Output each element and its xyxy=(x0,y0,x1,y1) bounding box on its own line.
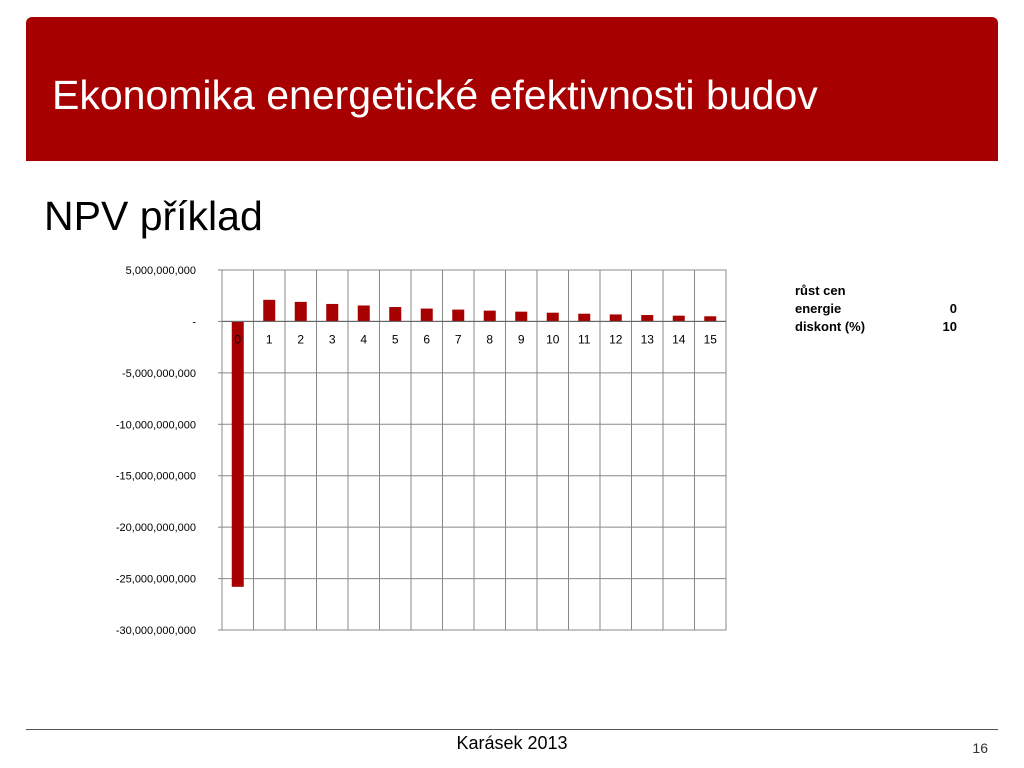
x-tick-label: 0 xyxy=(234,332,242,347)
footer-divider xyxy=(26,729,998,730)
x-tick-label: 15 xyxy=(703,332,717,347)
y-tick-label: -5,000,000,000 xyxy=(121,367,196,380)
parameters-table xyxy=(795,282,957,336)
y-tick-label: -10,000,000,000 xyxy=(115,419,196,432)
y-tick-label: -20,000,000,000 xyxy=(115,522,196,535)
param-label-discount: diskont (%) xyxy=(795,319,866,334)
page-number: 16 xyxy=(972,740,988,756)
bar xyxy=(295,302,307,322)
bar xyxy=(484,311,496,322)
x-tick-label: 5 xyxy=(391,332,399,347)
bar xyxy=(326,304,338,321)
x-tick-label: 12 xyxy=(609,332,623,347)
bar xyxy=(547,313,559,322)
bar xyxy=(673,316,685,322)
bar xyxy=(263,300,275,322)
bar xyxy=(610,314,622,321)
x-tick-label: 13 xyxy=(640,332,654,347)
bar xyxy=(704,316,716,321)
bar xyxy=(358,305,370,321)
slide-subtitle: NPV příklad xyxy=(44,193,263,239)
x-tick-label: 2 xyxy=(297,332,305,347)
param-value-energy: 0 xyxy=(949,301,957,316)
param-row-discount xyxy=(795,318,957,336)
param-label-growth: růst cen xyxy=(795,283,846,298)
x-tick-label: 9 xyxy=(517,332,525,347)
y-tick-label: -15,000,000,000 xyxy=(115,470,196,483)
param-value-discount: 10 xyxy=(942,319,957,334)
x-tick-label: 10 xyxy=(546,332,560,347)
y-tick-label: 5,000,000,000 xyxy=(125,265,196,277)
x-tick-label: 8 xyxy=(486,332,494,347)
y-tick-label: -30,000,000,000 xyxy=(115,625,196,637)
y-tick-label: -25,000,000,000 xyxy=(115,573,196,586)
y-tick-label: - xyxy=(192,316,196,329)
x-tick-label: 14 xyxy=(672,332,686,347)
x-tick-label: 1 xyxy=(265,332,273,347)
x-tick-label: 7 xyxy=(454,332,462,347)
param-row-growth xyxy=(795,282,957,300)
bar xyxy=(389,307,401,321)
x-tick-label: 11 xyxy=(578,332,591,347)
bar xyxy=(452,310,464,322)
x-tick-label: 4 xyxy=(360,332,368,347)
bar xyxy=(641,315,653,321)
bar xyxy=(578,314,590,322)
param-row-energy xyxy=(795,300,957,318)
bar xyxy=(232,321,244,586)
param-label-energy: energie xyxy=(795,301,842,316)
x-tick-label: 6 xyxy=(423,332,431,347)
x-tick-label: 3 xyxy=(328,332,336,347)
footer-author: Karásek 2013 xyxy=(456,733,568,753)
bar xyxy=(421,309,433,322)
bar xyxy=(515,312,527,322)
slide-title: Ekonomika energetické efektivnosti budov xyxy=(52,72,818,118)
